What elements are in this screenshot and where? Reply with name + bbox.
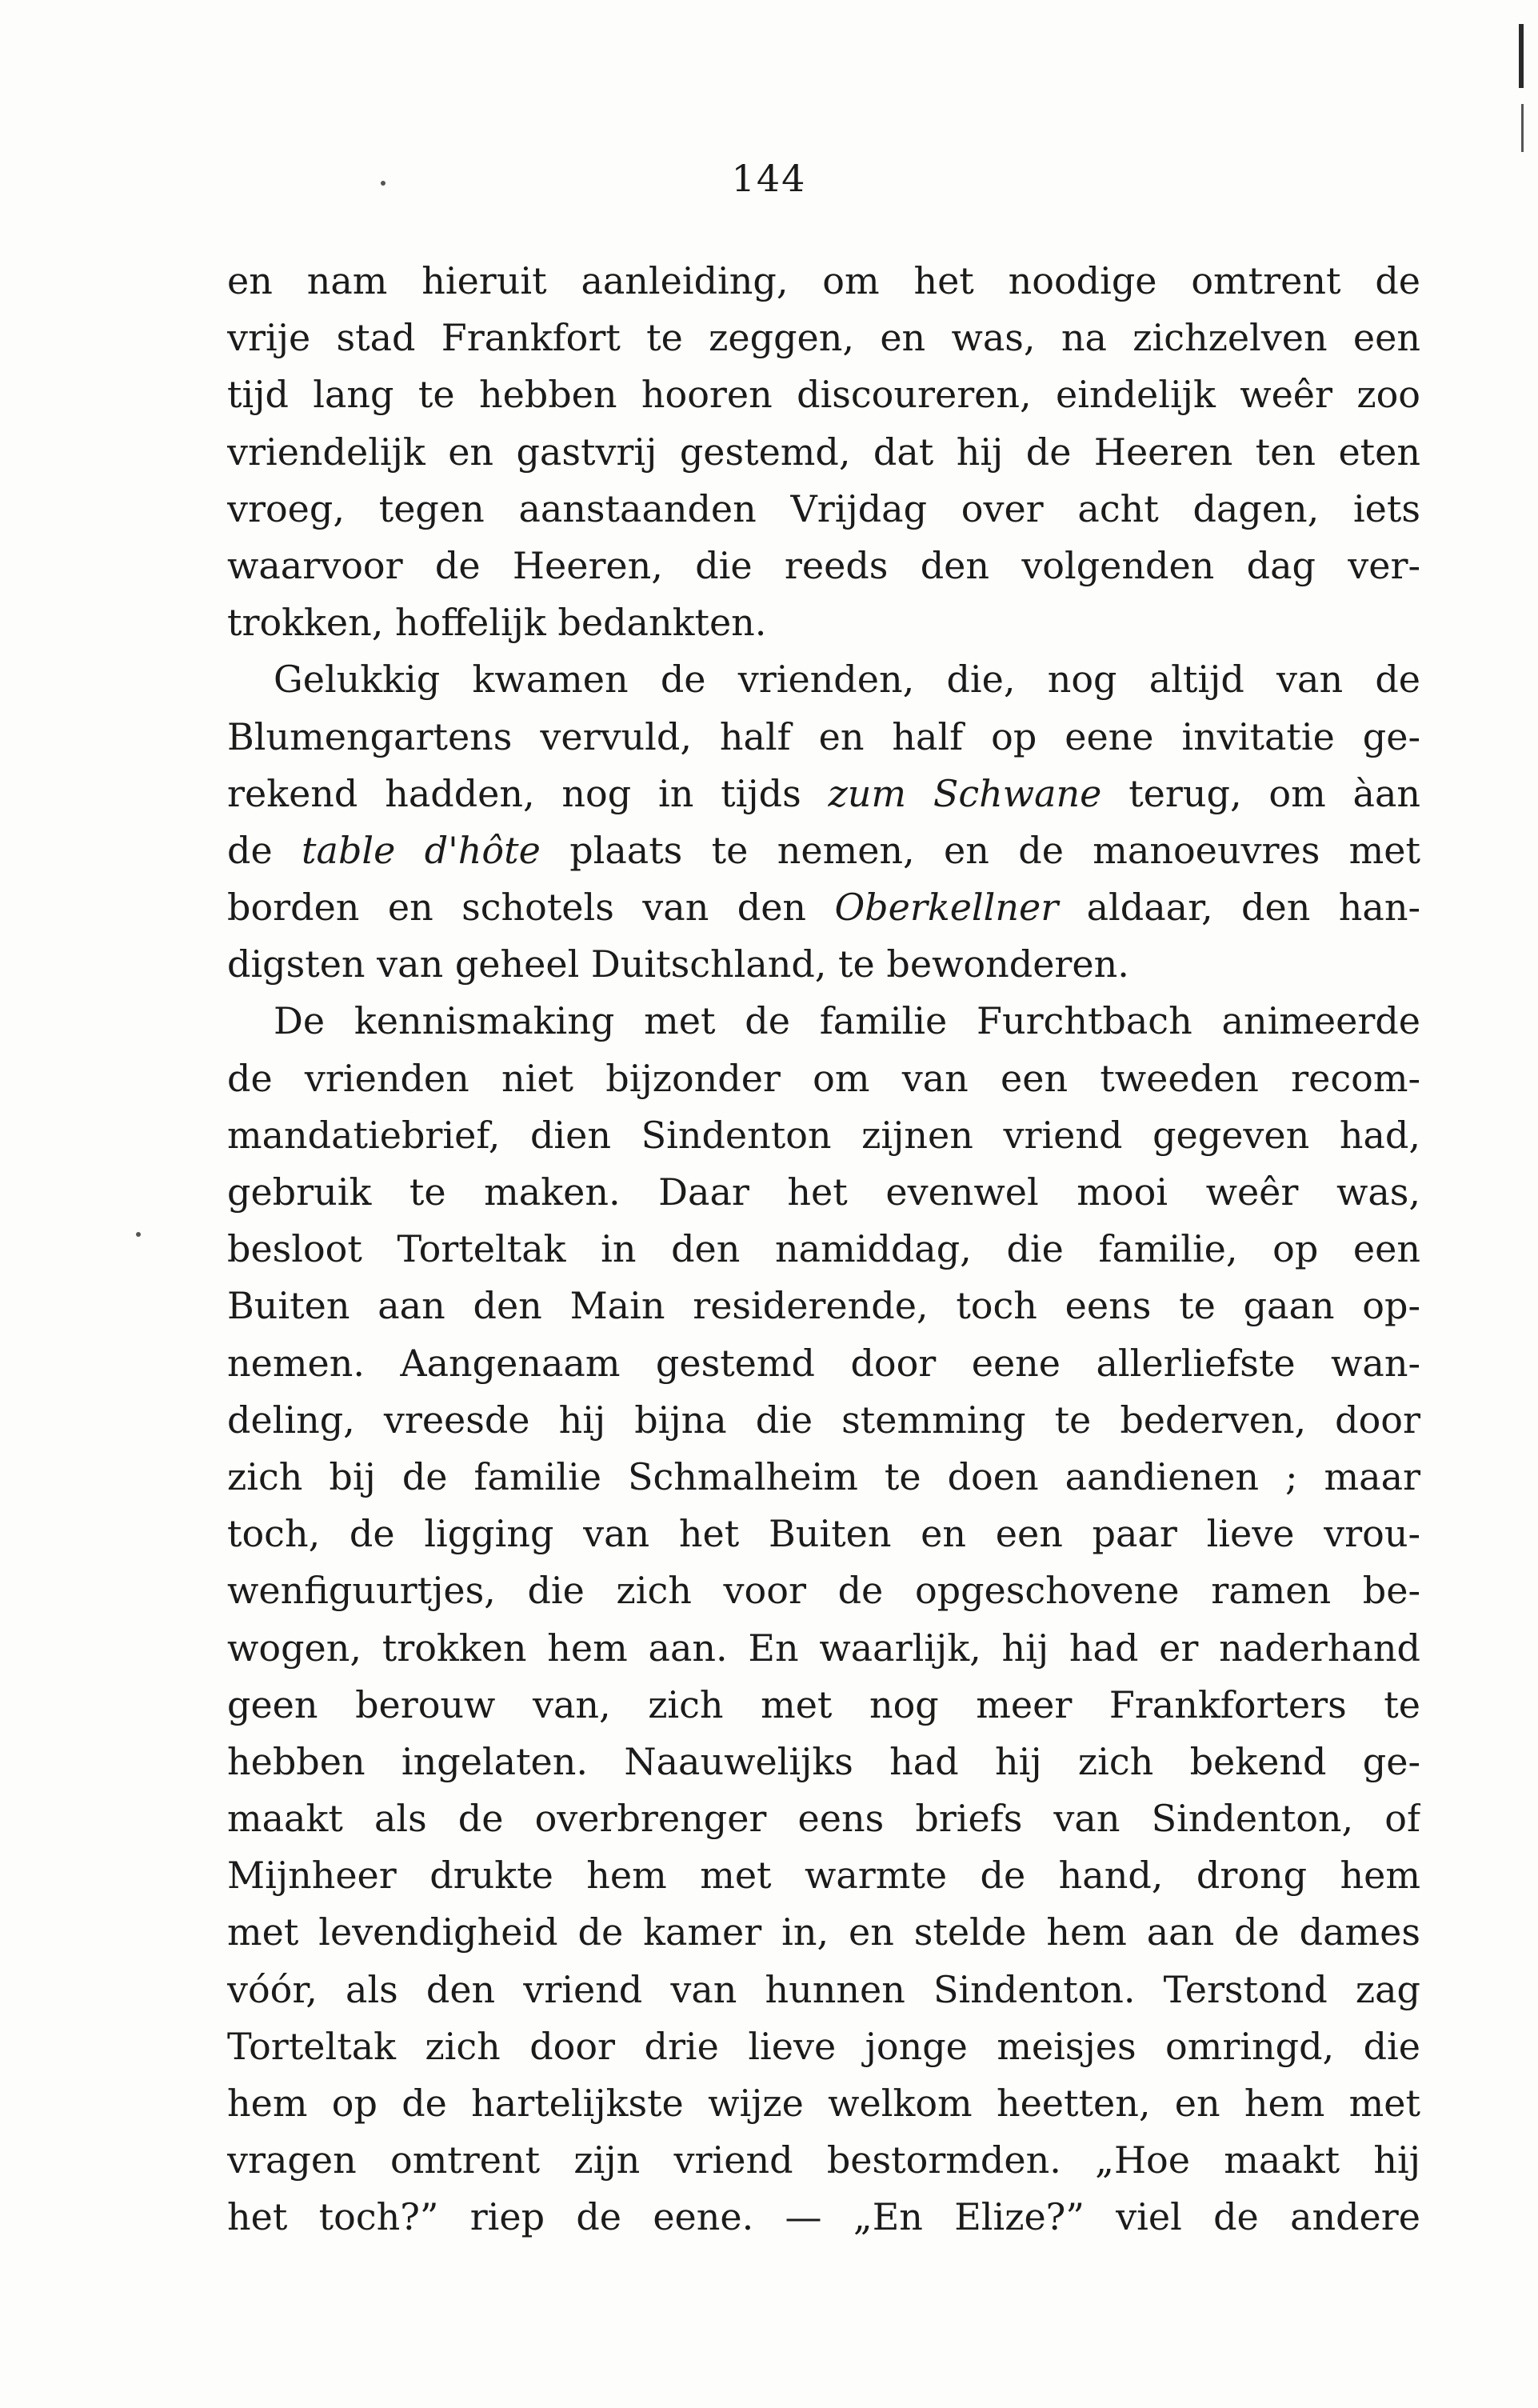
line-text: vóór, als den vriend van hunnen Sindenton. Terstond zag (227, 1967, 1420, 2011)
line-text: hebben ingelaten. Naauwelijks had hij zich bekend ge- (227, 1739, 1420, 1783)
italic-phrase: zum Schwane (828, 771, 1102, 815)
line-text: en nam hieruit aanleiding, om het noodige omtrent de (227, 259, 1420, 302)
text-line (227, 310, 1420, 366)
text-line (227, 1392, 1420, 1449)
text-line (227, 1962, 1420, 2018)
text-line (227, 481, 1420, 538)
line-text: borden en schotels van den (227, 886, 835, 930)
text-line (227, 1449, 1420, 1506)
line-text: Buiten aan den Main residerende, toch eens te gaan op- (227, 1284, 1420, 1328)
line-text: de vrienden niet bijzonder om van een tweeden recom- (227, 1056, 1420, 1100)
line-text: vroeg, tegen aanstaanden Vrijdag over acht dagen, iets (227, 486, 1420, 530)
text-line (227, 709, 1420, 766)
text-line (227, 1107, 1420, 1164)
line-text: nemen. Aangenaam gestemd door eene allerliefste wan- (227, 1341, 1420, 1385)
text-line (227, 1904, 1420, 1961)
text-line (227, 1790, 1420, 1847)
line-text: toch, de ligging van het Buiten en een paar lieve vrou- (227, 1512, 1420, 1556)
text-line (227, 1506, 1420, 1562)
line-text: wogen, trokken hem aan. En waarlijk, hij had er naderhand (227, 1626, 1420, 1670)
line-text: wenfiguurtjes, die zich voor de opgeschovene ramen be- (227, 1569, 1420, 1613)
page-edge-mark (1521, 104, 1524, 152)
line-text: gebruik te maken. Daar het evenwel mooi weêr was, (227, 1170, 1420, 1214)
line-text: Blumengartens vervuld, half en half op eene invitatie ge- (227, 714, 1420, 758)
italic-phrase: Oberkellner (834, 886, 1059, 930)
line-text: rekend hadden, nog in tijds (227, 771, 829, 815)
text-line (227, 253, 1420, 310)
text-line (227, 1278, 1420, 1334)
body-text (227, 253, 1420, 2246)
line-text: digsten van geheel Duitschland, te bewonderen. (227, 942, 1129, 986)
text-line (227, 1562, 1420, 1619)
text-line (227, 1620, 1420, 1677)
line-text: het toch?” riep de eene. — „En Elize?” viel de andere (227, 2195, 1420, 2239)
line-text: waarvoor de Heeren, die reeds den volgenden dag ver- (227, 543, 1420, 587)
line-text: De kennismaking met de familie Furchtbach animeerde (274, 999, 1420, 1043)
page-edge-mark (1519, 24, 1524, 88)
line-text: vriendelijk en gastvrij gestemd, dat hij de Heeren ten eten (227, 430, 1420, 474)
text-line (227, 1847, 1420, 1904)
line-text: hem op de hartelijkste wijze welkom heetten, en hem met (227, 2082, 1420, 2125)
text-line (227, 366, 1420, 423)
line-text: Gelukkig kwamen de vrienden, die, nog altijd van de (274, 658, 1420, 702)
line-text: de (227, 828, 302, 872)
line-text: Torteltak zich door drie lieve jonge meisjes omringd, die (227, 2024, 1420, 2068)
text-line (227, 1050, 1420, 1107)
text-line (227, 1164, 1420, 1221)
print-speck (136, 1232, 141, 1237)
text-line (227, 766, 1420, 822)
text-line (227, 2132, 1420, 2189)
line-text: terug, om àan (1101, 771, 1420, 815)
line-text: besloot Torteltak in den namiddag, die familie, op een (227, 1227, 1420, 1271)
text-line (227, 1335, 1420, 1392)
line-text: mandatiebrief, dien Sindenton zijnen vriend gegeven had, (227, 1113, 1420, 1157)
line-text: vragen omtrent zijn vriend bestormden. „Hoe maakt hij (227, 2138, 1420, 2182)
line-text: deling, vreesde hij bijna die stemming te bederven, door (227, 1398, 1420, 1442)
text-line (227, 822, 1420, 879)
text-line (227, 2189, 1420, 2246)
page-number: 144 (731, 157, 807, 200)
line-text: geen berouw van, zich met nog meer Frankforters te (227, 1682, 1420, 1726)
text-line (227, 1677, 1420, 1734)
paragraph-start-line (227, 993, 1420, 1050)
text-line (227, 1734, 1420, 1790)
text-line (227, 879, 1420, 936)
line-text: Mijnheer drukte hem met warmte de hand, drong hem (227, 1854, 1420, 1898)
text-line (227, 2018, 1420, 2075)
paragraph-start-line (227, 651, 1420, 708)
line-text: trokken, hoffelijk bedankten. (227, 601, 767, 645)
text-line (227, 538, 1420, 594)
text-line (227, 2075, 1420, 2132)
italic-phrase: table d'hôte (302, 828, 541, 872)
text-line (227, 1221, 1420, 1278)
line-text: maakt als de overbrenger eens briefs van Sindenton, of (227, 1797, 1420, 1841)
text-line (227, 594, 1420, 651)
line-text: zich bij de familie Schmalheim te doen aandienen ; maar (227, 1454, 1420, 1498)
text-line (227, 936, 1420, 993)
line-text: tijd lang te hebben hooren discoureren, eindelijk weêr zoo (227, 373, 1420, 417)
line-text: plaats te nemen, en de manoeuvres met (540, 828, 1420, 872)
line-text: met levendigheid de kamer in, en stelde hem aan de dames (227, 1910, 1420, 1954)
line-text: aldaar, den han- (1058, 886, 1420, 930)
text-line (227, 424, 1420, 481)
line-text: vrije stad Frankfort te zeggen, en was, na zichzelven een (227, 316, 1420, 360)
